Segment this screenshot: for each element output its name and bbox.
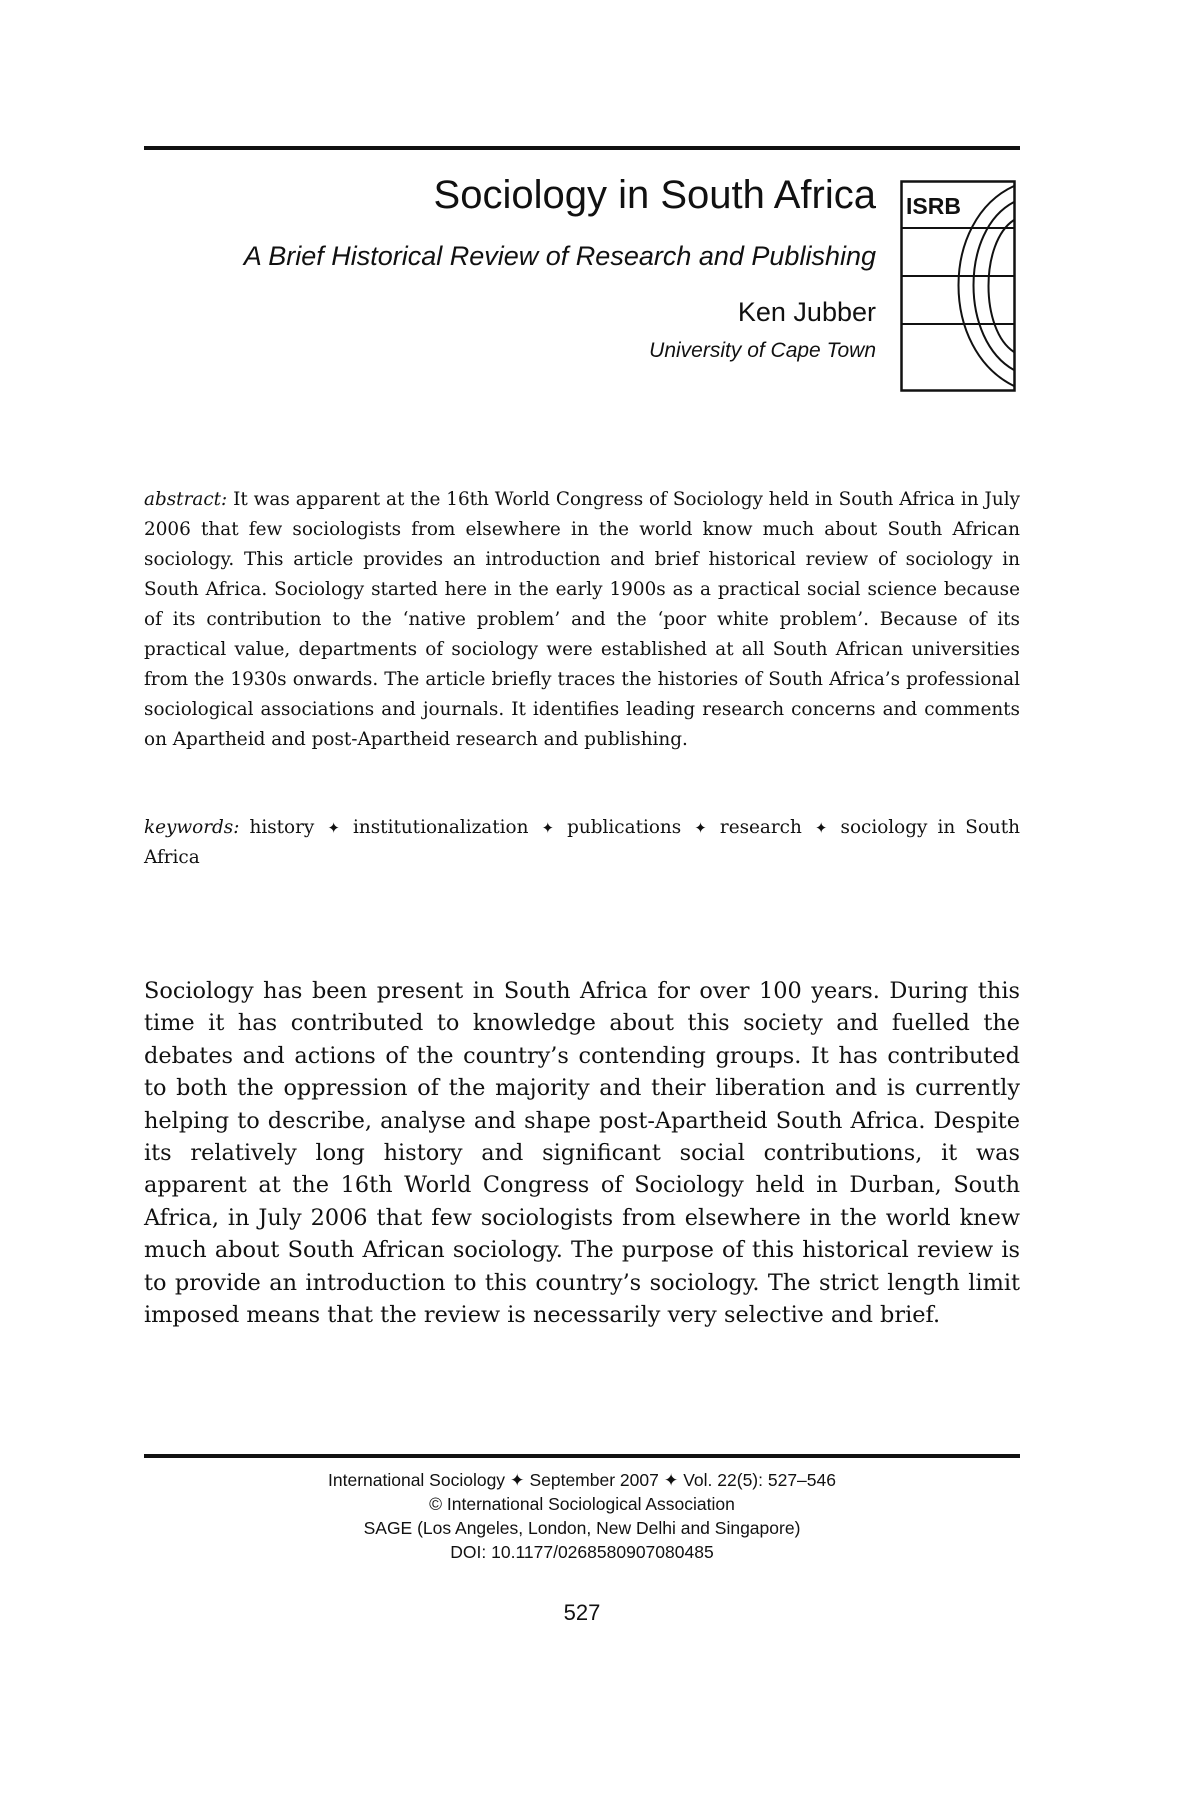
keyword-item: publications xyxy=(567,817,682,838)
keyword-separator: ✦ xyxy=(541,819,555,837)
copyright-notice: © International Sociological Association xyxy=(429,1494,735,1514)
abstract xyxy=(144,485,1020,755)
journal-footer xyxy=(144,1468,1020,1564)
body-paragraph: Sociology has been present in South Africa for over 100 years. During this time it has contributed to knowledge about this society and fuelled the debates and actions of the country’s contending groups. It has contributed to both the oppression of the majority and their liberation and is currently helping to describe, analyse and shape post-Apartheid South Africa. Despite its relatively long history and significant social contributions, it was apparent at the 16th World Congress of Sociology held in Durban, South Africa, in July 2006 that few sociologists from elsewhere in the world knew much about South African sociology. The purpose of this historical review is to provide an introduction to this country’s sociology. The strict length limit imposed means that the review is necessarily very selective and brief. xyxy=(144,978,1020,1329)
article-title: Sociology in South Africa xyxy=(433,173,876,217)
keyword-item: history xyxy=(249,817,315,838)
bottom-rule xyxy=(144,1454,1020,1458)
top-rule xyxy=(144,146,1020,150)
publisher-line: SAGE (Los Angeles, London, New Delhi and Singapore) xyxy=(363,1518,801,1538)
author-name: Ken Jubber xyxy=(737,297,876,327)
keyword-item: institutionalization xyxy=(353,817,529,838)
author-affiliation: University of Cape Town xyxy=(649,339,876,362)
article-subtitle: A Brief Historical Review of Research and Publishing xyxy=(243,241,876,271)
abstract-label: abstract: xyxy=(144,489,228,510)
keyword-separator: ✦ xyxy=(327,819,340,837)
page-number: 527 xyxy=(563,1600,601,1625)
keyword-item: sociology in South Africa xyxy=(144,817,1020,868)
doi-line: DOI: 10.1177/0268580907080485 xyxy=(450,1542,714,1562)
keywords xyxy=(144,813,1020,873)
abstract-text: It was apparent at the 16th World Congress of Sociology held in South Africa in July 2006 that few sociologists from elsewhere in the world know much about South African sociology. This article provides an introduction and brief historical review of sociology in South Africa. Sociology started here in the early 1900s as a practical social science because of its contribution to the ‘native problem’ and the ‘poor white problem’. Because of its practical value, departments of sociology were established at all South African universities from the 1930s onwards. The article briefly traces the histories of South Africa’s professional sociological associations and journals. It identifies leading research concerns and comments on Apartheid and post-Apartheid research and publishing. xyxy=(144,489,1020,750)
isrb-logo-icon xyxy=(900,180,1020,392)
logo-text: ISRB xyxy=(906,193,961,219)
keyword-separator: ✦ xyxy=(694,819,707,837)
keyword-item: research xyxy=(719,817,802,838)
journal-citation: International Sociology ✦ September 2007 ✦ Vol. 22(5): 527–546 xyxy=(328,1470,836,1490)
title-block xyxy=(200,172,876,364)
keywords-label: keywords: xyxy=(144,817,240,838)
keyword-separator: ✦ xyxy=(814,819,828,837)
